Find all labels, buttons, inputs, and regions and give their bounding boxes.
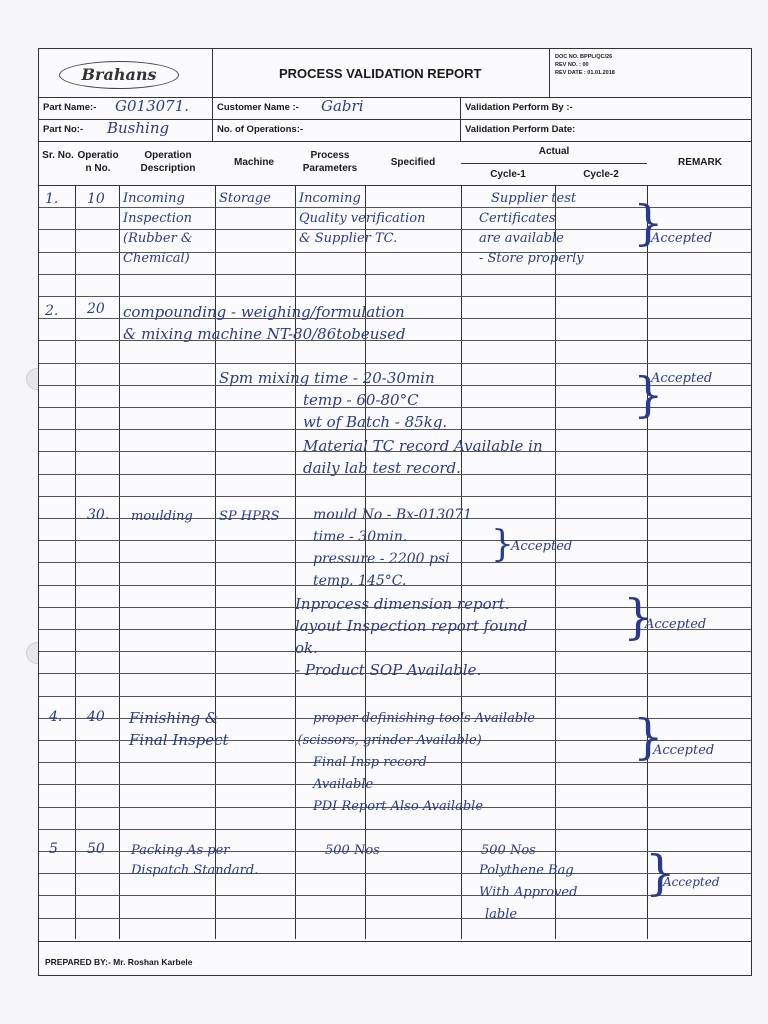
entry5-op: 50 (87, 841, 105, 857)
entry4-param-2: - (scissors, grinder Available) (289, 733, 482, 748)
entry1-desc-4: Chemical) (123, 251, 190, 266)
entry4-param-3: Final Insp record (313, 755, 427, 770)
part-no-label: Part No:- (43, 124, 84, 135)
col-cycle-2: Cycle-2 (583, 169, 619, 180)
entry3-param-2: time - 30min. (313, 529, 408, 545)
entry1-op: 10 (87, 191, 105, 207)
customer-label: Customer Name :- (217, 102, 299, 113)
entry1-remark: Accepted (651, 231, 713, 246)
entry2-param-3: wt of Batch - 85kg. (303, 413, 448, 431)
table-rule (39, 296, 751, 297)
entry1-sr: 1. (45, 191, 59, 207)
entry3-accepted-a: Accepted (511, 539, 573, 554)
entry5-desc-2: Dispatch Standard. (131, 863, 259, 878)
entry3-param-7: ok. (295, 639, 318, 657)
entry4-brace: } (633, 709, 664, 765)
entry4-sr: 4. (49, 709, 63, 725)
prepared-by: PREPARED BY:- Mr. Roshan Karbele (45, 957, 193, 967)
entry3-brace-a: } (491, 524, 514, 565)
operations-label: No. of Operations:- (217, 124, 304, 135)
entry2-desc-2: & mixing machine NT-80/86tobeused (123, 325, 406, 343)
entry3-param-1: mould No - Bx-013071 (313, 507, 473, 523)
entry1-desc-3: (Rubber & (123, 231, 193, 246)
entry5-actual-4: lable (485, 907, 518, 922)
entry1-desc-1: Incoming (123, 191, 185, 206)
entry4-desc-2: Final Inspect (129, 731, 229, 749)
table-rule (39, 696, 751, 697)
footer-row (39, 941, 751, 942)
entry5-actual-1: 500 Nos (481, 843, 536, 858)
entry1-param-2: Quality verification (299, 211, 426, 226)
col-sr-no: Sr. No. (42, 150, 74, 161)
table-rule (39, 918, 751, 919)
entry5-desc-1: Packing As per (131, 843, 230, 858)
entry1-desc-2: Inspection (123, 211, 193, 226)
col-remark: REMARK (678, 157, 722, 168)
entry1-param-3: & Supplier TC. (299, 231, 398, 246)
col-operation-desc: Operation Description (140, 150, 196, 174)
table-rule (39, 496, 751, 497)
entry2-sr: 2. (45, 303, 59, 319)
entry4-param-1: proper definishing tools Available (313, 711, 536, 726)
entry5-actual-2: Polythene Bag (479, 863, 574, 878)
table-rule (39, 784, 751, 785)
entry2-desc-1: compounding - weighing/formulation (123, 303, 405, 321)
table-rule (39, 651, 751, 652)
table-rule (39, 829, 751, 830)
entry2-param-4: Material TC record Available in (303, 437, 543, 455)
col-operation-no: Operatio n No. (77, 150, 119, 174)
part-name-value: G013071. (115, 97, 190, 115)
col-actual: Actual (538, 146, 570, 157)
document-meta: DOC NO. BPPL/QC/26 REV NO. : 00 REV DATE : 01.01.2018 (555, 54, 615, 76)
entry4-op: 40 (87, 709, 105, 725)
entry3-param-6: layout Inspection report found (295, 617, 528, 635)
col-process-params: Process Parameters (302, 150, 358, 174)
entry1-param-1: Incoming (299, 191, 361, 206)
entry3-param-3: pressure - 2200 psi (313, 551, 450, 567)
entry3-remark: Accepted (645, 617, 707, 632)
entry5-actual-3: With Approved (479, 885, 578, 900)
part-no-row (39, 119, 751, 142)
entry2-param-1: Spm mixing time - 20-30min (219, 369, 435, 387)
entry4-param-4: Available (313, 777, 374, 792)
entry5-param-1: 500 Nos (325, 843, 380, 858)
entry3-param-4: temp. 145°C. (313, 573, 407, 589)
entry4-param-5: PDI Report Also Available (313, 799, 484, 814)
column-header (39, 141, 751, 186)
entry2-param-2: temp - 60-80°C (303, 391, 419, 409)
entry2-remark: Accepted (651, 371, 713, 386)
validation-date-label: Validation Perform Date: (465, 124, 576, 135)
report-sheet (38, 48, 752, 976)
entry2-op: 20 (87, 301, 105, 317)
entry1-brace: } (633, 195, 664, 251)
entry3-op: 30. (87, 507, 110, 523)
entry3-desc: moulding (131, 509, 193, 524)
brand-logo: Brahans (59, 61, 179, 89)
report-title: PROCESS VALIDATION REPORT (279, 66, 482, 81)
entry3-machine: SP HPRS (219, 509, 280, 524)
entry1-actual-1: Supplier test (491, 191, 577, 206)
col-specified: Specified (390, 157, 436, 168)
entry1-actual-4: - Store properly (479, 251, 584, 266)
col-machine: Machine (233, 157, 274, 168)
part-name-label: Part Name:- (43, 102, 97, 113)
part-no-value: Bushing (107, 119, 170, 137)
title-row (39, 49, 751, 98)
entry1-actual-2: Certificates (479, 211, 556, 226)
entry3-param-8: - Product SOP Available. (295, 661, 482, 679)
part-name-row (39, 97, 751, 120)
entry5-sr: 5 (49, 841, 58, 857)
entry1-machine: Storage (219, 191, 271, 206)
entry4-remark: Accepted (653, 743, 715, 758)
entry2-brace: } (633, 367, 664, 423)
customer-value: Gabri (321, 97, 364, 115)
entry4-desc-1: Finishing & (129, 709, 219, 727)
entry3-brace-b: } (623, 589, 654, 645)
entry2-param-5: daily lab test record. (303, 459, 461, 477)
entry1-actual-3: are available (479, 231, 564, 246)
table-rule (39, 274, 751, 275)
table-rule (39, 363, 751, 364)
entry5-remark: Accepted (663, 875, 720, 889)
entry3-param-5: Inprocess dimension report. (295, 595, 510, 613)
entry5-brace: } (645, 845, 676, 901)
col-cycle-1: Cycle-1 (490, 169, 526, 180)
validation-by-label: Validation Perform By :- (465, 102, 573, 113)
